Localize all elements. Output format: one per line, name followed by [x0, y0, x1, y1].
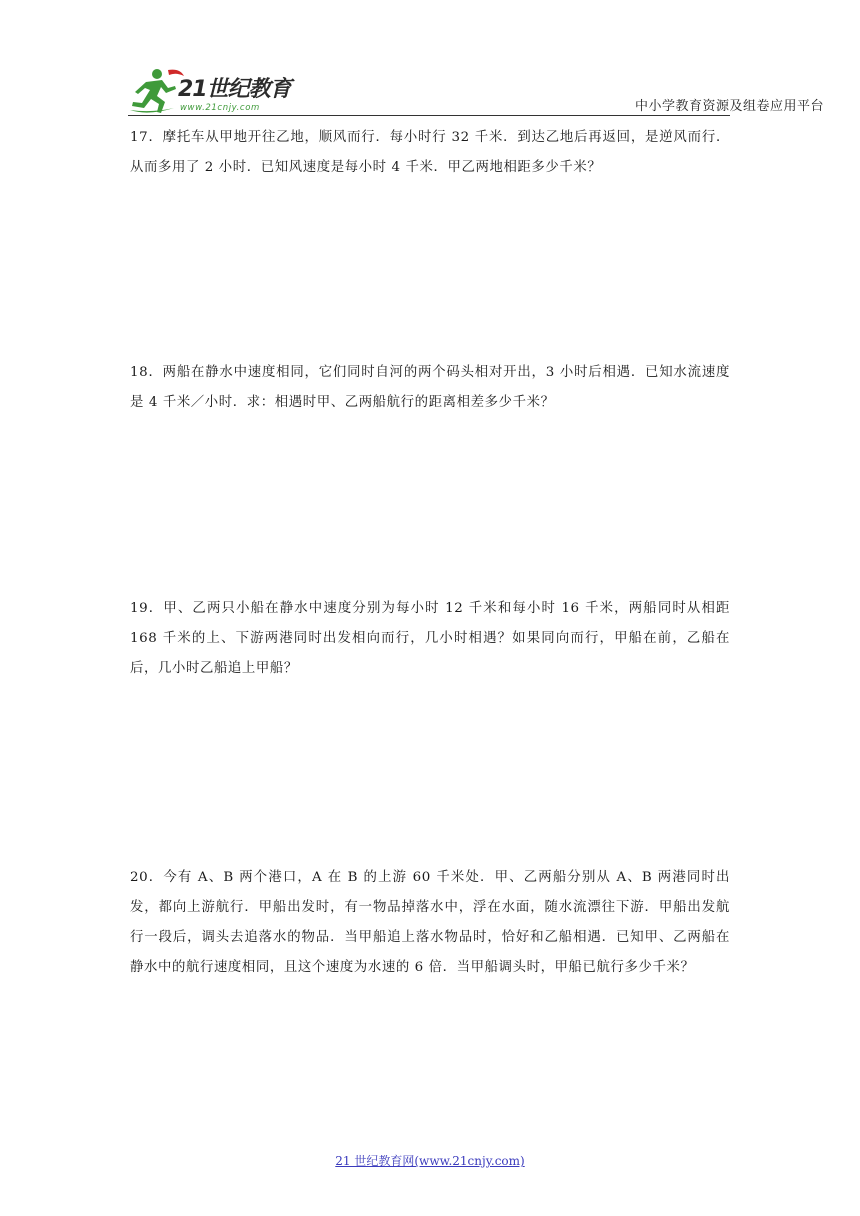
running-figure-icon: [130, 69, 184, 113]
logo-brand-text: 21世纪教育: [178, 77, 291, 102]
question-20: 20．今有 A、B 两个港口，A 在 B 的上游 60 千米处．甲、乙两船分别从 A、B 两港同时出发，都向上游航行．甲船出发时，有一物品掉落水中，浮在水面，随水流漂往下游．甲船出发航行一段后，调头去追落水的物品．当甲船追上落水物品时，恰好和乙船相遇．已知甲、乙两船在静水中的航行速度相同，且这个速度为水速的 6 倍．当甲船调头时，甲船已航行多少千米？: [130, 870, 730, 975]
logo-url-text: www.21cnjy.com: [180, 103, 260, 113]
question-18: 18．两船在静水中速度相同，它们同时自河的两个码头相对开出，3 小时后相遇．已知水流速度是 4 千米／小时．求：相遇时甲、乙两船航行的距离相差多少千米？: [130, 365, 730, 410]
page-header: [0, 0, 860, 120]
site-logo: [128, 66, 328, 116]
question-17: 17．摩托车从甲地开往乙地，顺风而行．每小时行 32 千米．到达乙地后再返回，是逆风而行．从而多用了 2 小时．已知风速度是每小时 4 千米．甲乙两地相距多少千米？: [130, 130, 730, 175]
header-divider: [128, 115, 730, 116]
platform-name: 中小学教育资源及组卷应用平台: [634, 99, 824, 114]
footer-site-link[interactable]: 21 世纪教育网(www.21cnjy.com): [335, 1154, 525, 1168]
question-19: 19．甲、乙两只小船在静水中速度分别为每小时 12 千米和每小时 16 千米，两船同时从相距 168 千米的上、下游两港同时出发相向而行，几小时相遇？如果同向而行，甲船在前，乙船在后，几小时乙船追上甲船？: [130, 601, 730, 676]
